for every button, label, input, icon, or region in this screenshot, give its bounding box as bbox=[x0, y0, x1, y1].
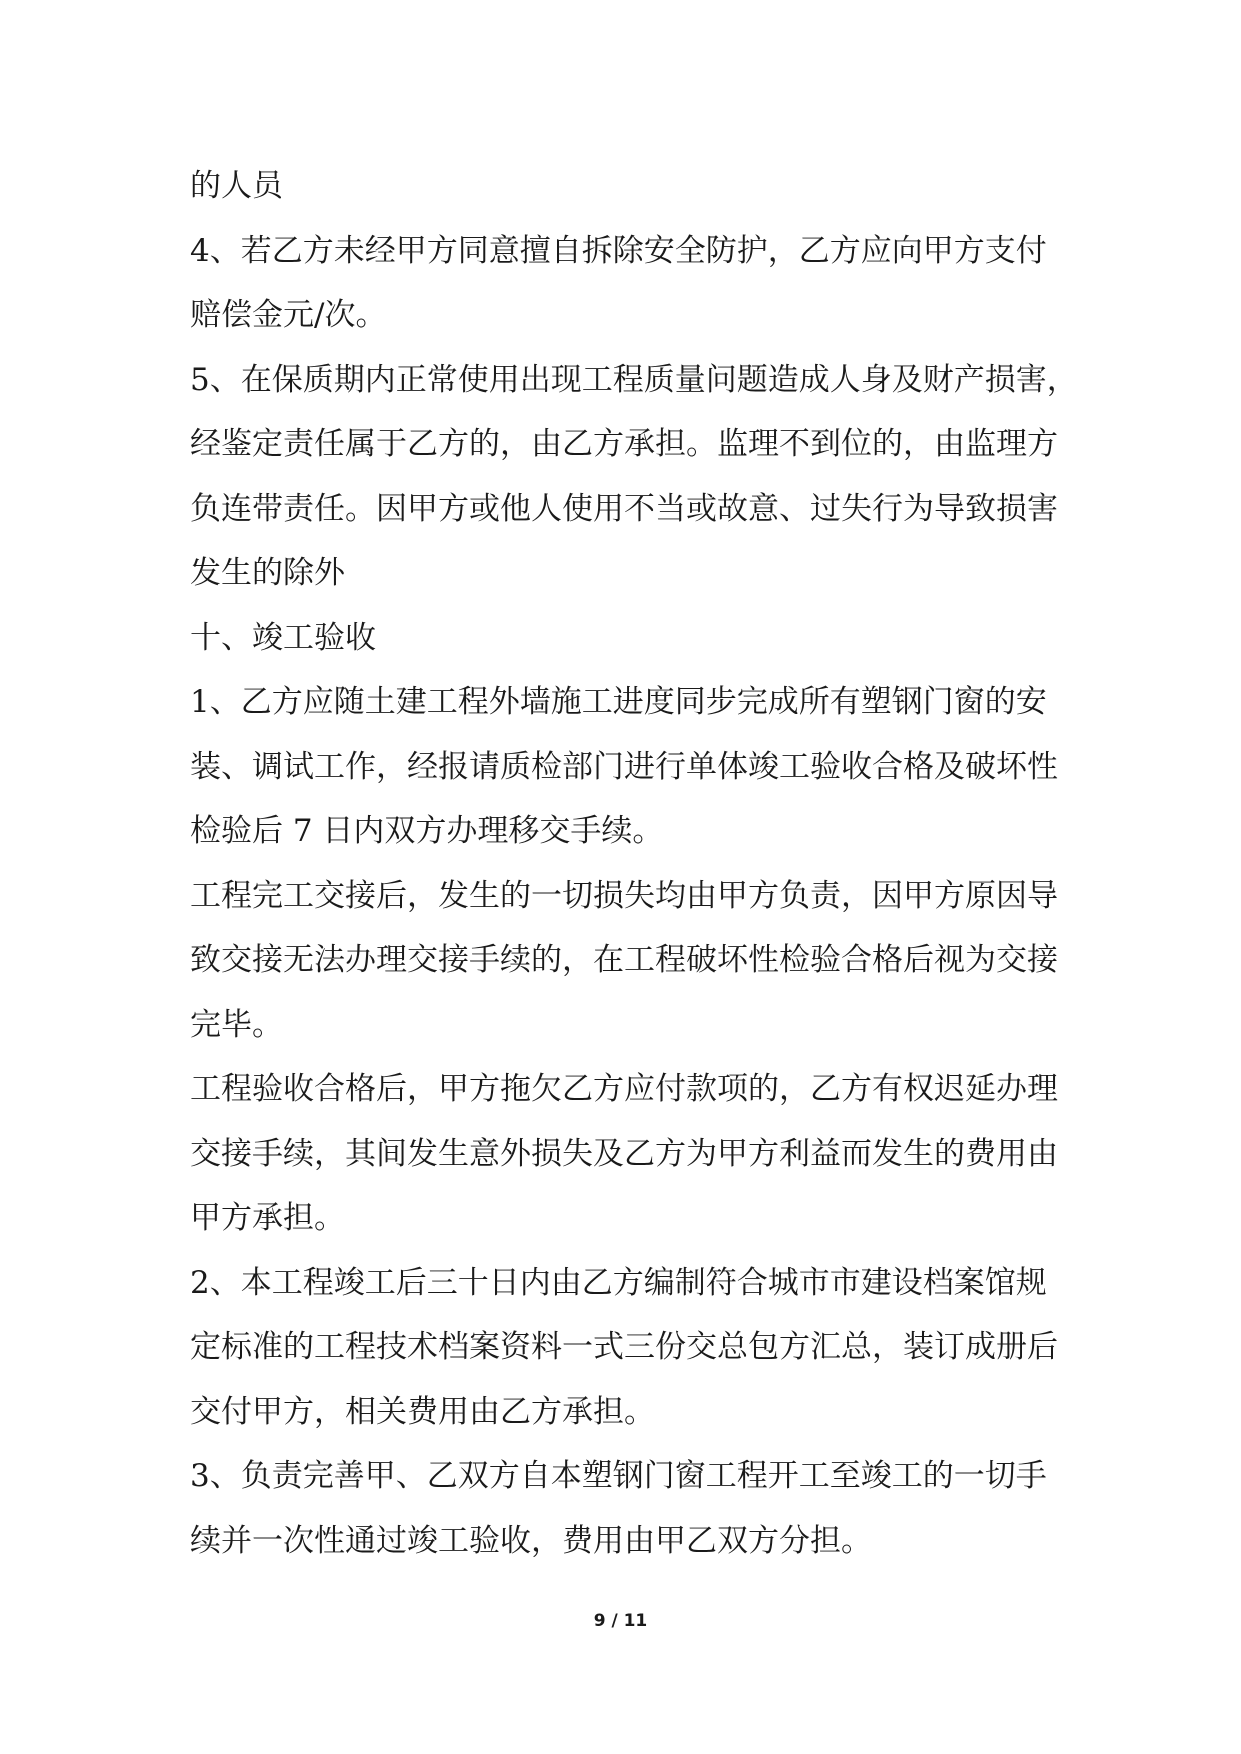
text-line: 赔偿金元/次。 bbox=[190, 297, 387, 333]
text-line: 工程完工交接后，发生的一切损失均由甲方负责，因甲方原因导 bbox=[190, 877, 1058, 914]
page-number: 9 / 11 bbox=[593, 1611, 648, 1631]
text-line: 1、乙方应随土建工程外墙施工进度同步完成所有塑钢门窗的安 bbox=[190, 684, 1047, 720]
text-line: 3、负责完善甲、乙双方自本塑钢门窗工程开工至竣工的一切手 bbox=[190, 1458, 1047, 1494]
text-line: 4、若乙方未经甲方同意擅自拆除安全防护，乙方应向甲方支付 bbox=[190, 232, 1047, 269]
text-line: 甲方承担。 bbox=[190, 1200, 345, 1236]
text-line: 完毕。 bbox=[190, 1006, 283, 1043]
text-line: 定标准的工程技术档案资料一式三份交总包方汇总，装订成册后 bbox=[190, 1329, 1058, 1365]
text-line: 发生的除外 bbox=[190, 555, 345, 591]
text-line: 致交接无法办理交接手续的，在工程破坏性检验合格后视为交接 bbox=[190, 942, 1058, 978]
text-line: 2、本工程竣工后三十日内由乙方编制符合城市市建设档案馆规 bbox=[190, 1264, 1047, 1301]
text-line: 交付甲方，相关费用由乙方承担。 bbox=[190, 1393, 655, 1430]
text-line: 的人员 bbox=[190, 168, 283, 204]
text-line: 工程验收合格后，甲方拖欠乙方应付款项的，乙方有权迟延办理 bbox=[190, 1071, 1058, 1107]
text-line: 负连带责任。因甲方或他人使用不当或故意、过失行为导致损害 bbox=[190, 490, 1058, 527]
text-line: 续并一次性通过竣工验收，费用由甲乙双方分担。 bbox=[190, 1522, 872, 1559]
text-line: 经鉴定责任属于乙方的，由乙方承担。监理不到位的，由监理方 bbox=[190, 426, 1058, 462]
text-line: 装、调试工作，经报请质检部门进行单体竣工验收合格及破坏性 bbox=[190, 748, 1058, 785]
text-line: 检验后 7 日内双方办理移交手续。 bbox=[190, 813, 664, 849]
text-line: 5、在保质期内正常使用出现工程质量问题造成人身及财产损害， bbox=[190, 361, 1078, 398]
document-body bbox=[190, 154, 1078, 1573]
text-line: 十、竣工验收 bbox=[190, 619, 376, 656]
text-line: 交接手续，其间发生意外损失及乙方为甲方利益而发生的费用由 bbox=[190, 1135, 1058, 1172]
